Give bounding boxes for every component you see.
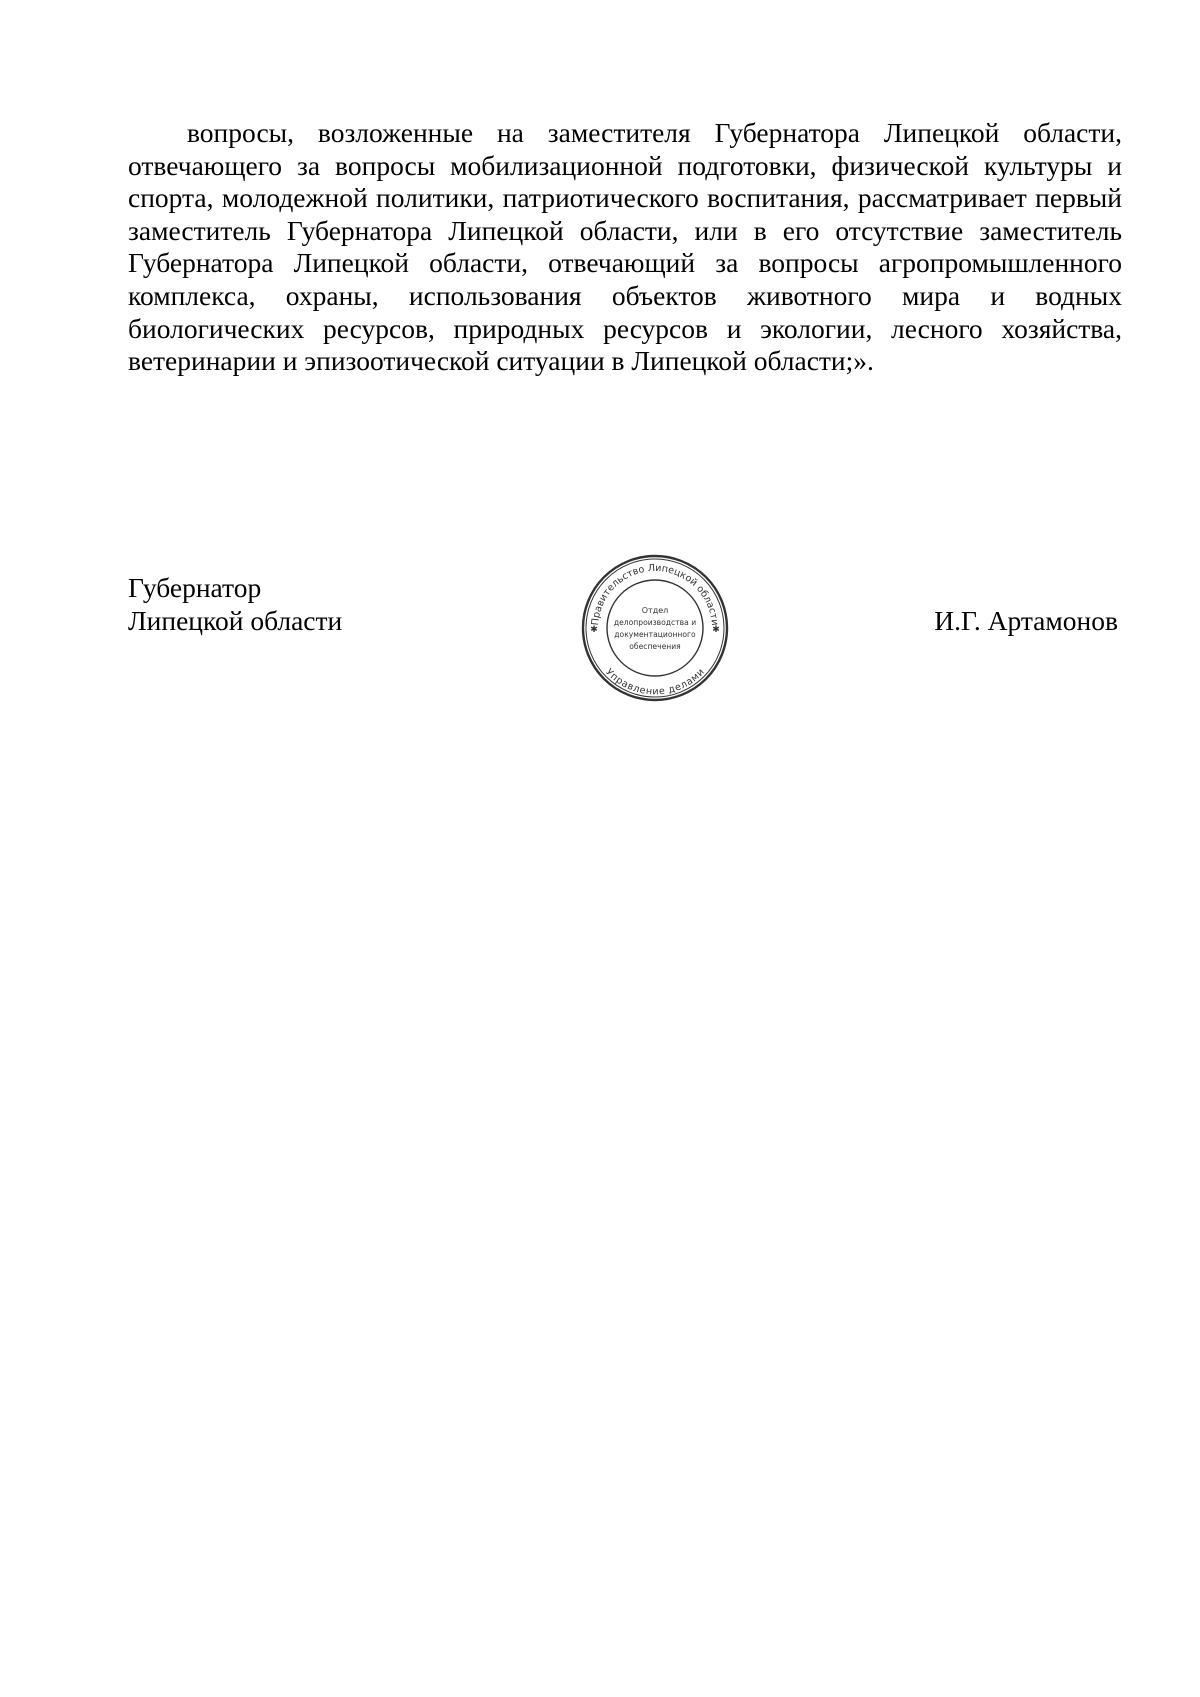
stamp-star-right: ✱ (712, 625, 720, 635)
stamp-inner-ring (607, 580, 703, 676)
stamp-center-line-1: Отдел (641, 606, 669, 615)
stamp-star-left: ✱ (590, 625, 598, 635)
signatory-position (128, 571, 342, 637)
official-stamp (580, 553, 730, 703)
stamp-seal-graphic (580, 553, 730, 703)
stamp-outer-ring (583, 556, 727, 700)
stamp-center-line-4: обеспечения (629, 642, 681, 651)
stamp-center-line-2: делопроизводства и (613, 618, 697, 627)
position-line-2: Липецкой области (128, 605, 343, 636)
stamp-ring-top-text: Правительство Липецкой области (589, 562, 721, 626)
stamp-ring-bottom-text: Управление делами (603, 666, 707, 698)
position-line-1: Губернатор (128, 572, 262, 603)
stamp-center-line-3: документационного (614, 630, 696, 639)
body-paragraph: вопросы, возложенные на заместителя Губернатора Липецкой области, отвечающего за вопросы мобилизационной подготовки, физической культуры и спорта, молодежной политики, патриотического воспитания, рассматривает первый заместитель Губернатора Липецкой области, или в его отсутствие заместитель Губернатора Липецкой области, отвечающий за вопросы агропромышленного комплекса, охраны, использования объектов животного мира и водных биологических ресурсов, природных ресурсов и экологии, лесного хозяйства, ветеринарии и эпизоотической ситуации в Липецкой области;». (128, 117, 1122, 377)
signatory-name: И.Г. Артамонов (934, 605, 1118, 636)
